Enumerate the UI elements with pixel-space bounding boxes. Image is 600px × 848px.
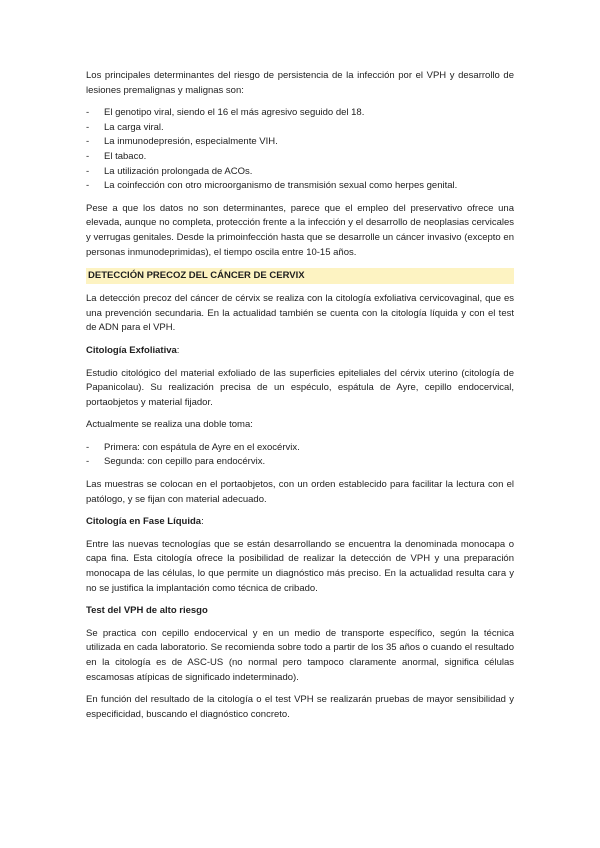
heading-colon: :: [201, 516, 204, 528]
list-item-text: El genotipo viral, siendo el 16 el más agresivo seguido del 18.: [104, 107, 365, 119]
list-item-text: Primera: con espátula de Ayre en el exocérvix.: [104, 441, 300, 453]
list-item: [86, 179, 514, 194]
dash-bullet: -: [86, 150, 90, 162]
list-item-text: Segunda: con cepillo para endocérvix.: [104, 456, 266, 468]
list-item-text: El tabaco.: [104, 150, 147, 162]
list-item: [86, 106, 514, 121]
dash-bullet: -: [86, 165, 90, 177]
double-take-intro: Actualmente se realiza una doble toma:: [86, 419, 253, 431]
list-item-text: La utilización prolongada de ACOs.: [104, 165, 253, 177]
list-item-text: La inmunodepresión, especialmente VIH.: [104, 136, 278, 148]
intro-paragraph: Los principales determinantes del riesgo de persistencia de la infección por el VPH y desarrollo de lesiones premalignas y malignas son:: [86, 70, 514, 96]
list-item: [86, 135, 514, 150]
dash-bullet: -: [86, 121, 90, 133]
list-item: [86, 455, 514, 470]
exfoliative-title: Citología Exfoliativa: [86, 344, 177, 356]
list-item: [86, 165, 514, 180]
dash-bullet: -: [86, 441, 90, 453]
list-item: [86, 121, 514, 136]
exfoliative-paragraph: Estudio citológico del material exfoliado de las superficies epiteliales del cérvix uterino (citología de Papanicolau). Su realización precisa de un espéculo, espátula de Ayre, cepillo endocervical, portaobjetos y material fijador.: [86, 367, 514, 408]
list-item-text: La carga viral.: [104, 121, 164, 133]
list-item: [86, 441, 514, 456]
dash-bullet: -: [86, 107, 90, 119]
samples-paragraph: Las muestras se colocan en el portaobjetos, con un orden establecido para facilitar la lectura con el patólogo, y se fijan con material adecuado.: [86, 479, 514, 505]
dash-bullet: -: [86, 136, 90, 148]
dash-bullet: -: [86, 456, 90, 468]
hpv-test-paragraph: Se practica con cepillo endocervical y en un medio de transporte específico, según la técnica utilizada en cada laboratorio. Se recomienda sobre todo a partir de los 35 años o cuando el resultado en la citología es de ASC-US (no normal pero tampoco claramente anormal, significa células escamosas atípicas de significado indeterminado).: [86, 627, 514, 683]
heading-colon: :: [176, 344, 180, 356]
risk-factor-list: [86, 106, 514, 194]
conclusion-paragraph: En función del resultado de la citología o el test VPH se realizarán pruebas de mayor sensibilidad y especificidad, buscando el diagnóstico concreto.: [86, 694, 514, 720]
section-heading: DETECCIÓN PRECOZ DEL CÁNCER DE CERVIX: [86, 268, 514, 284]
hpv-test-heading: Test del VPH de alto riesgo: [86, 605, 208, 617]
preservative-paragraph: Pese a que los datos no son determinantes, parece que el empleo del preservativo ofrece una elevada, aunque no completa, protección frente a la infección y el desarrollo de neoplasias cervicales y verrugas genitales. Desde la primoinfección hasta que se desarrolle un cáncer invasivo (excepto en personas inmunodeprimidas), el tiempo oscila entre 10-15 años.: [86, 202, 514, 258]
dash-bullet: -: [86, 180, 90, 192]
liquid-title: Citología en Fase Líquida: [86, 516, 202, 528]
document-body: [86, 69, 514, 730]
detection-paragraph: La detección precoz del cáncer de cérvix se realiza con la citología exfoliativa cervicovaginal, que es una prevención secundaria. En la actualidad también se cuenta con la citología líquida y con el test de ADN para el VPH.: [86, 293, 514, 334]
list-item-text: La coinfección con otro microorganismo de transmisión sexual como herpes genital.: [104, 180, 458, 192]
liquid-heading: [86, 515, 514, 530]
liquid-paragraph: Entre las nuevas tecnologías que se están desarrollando se encuentra la denominada monocapa o capa fina. Esta citología ofrece la posibilidad de realizar la detección de VPH y una preparación monocapa de las células, lo que permite un diagnóstico más preciso. En la actualidad resulta cara y no se justifica la implantación como técnica de cribado.: [86, 538, 514, 594]
exfoliative-heading: [86, 344, 514, 359]
takes-list: [86, 441, 514, 470]
list-item: [86, 150, 514, 165]
